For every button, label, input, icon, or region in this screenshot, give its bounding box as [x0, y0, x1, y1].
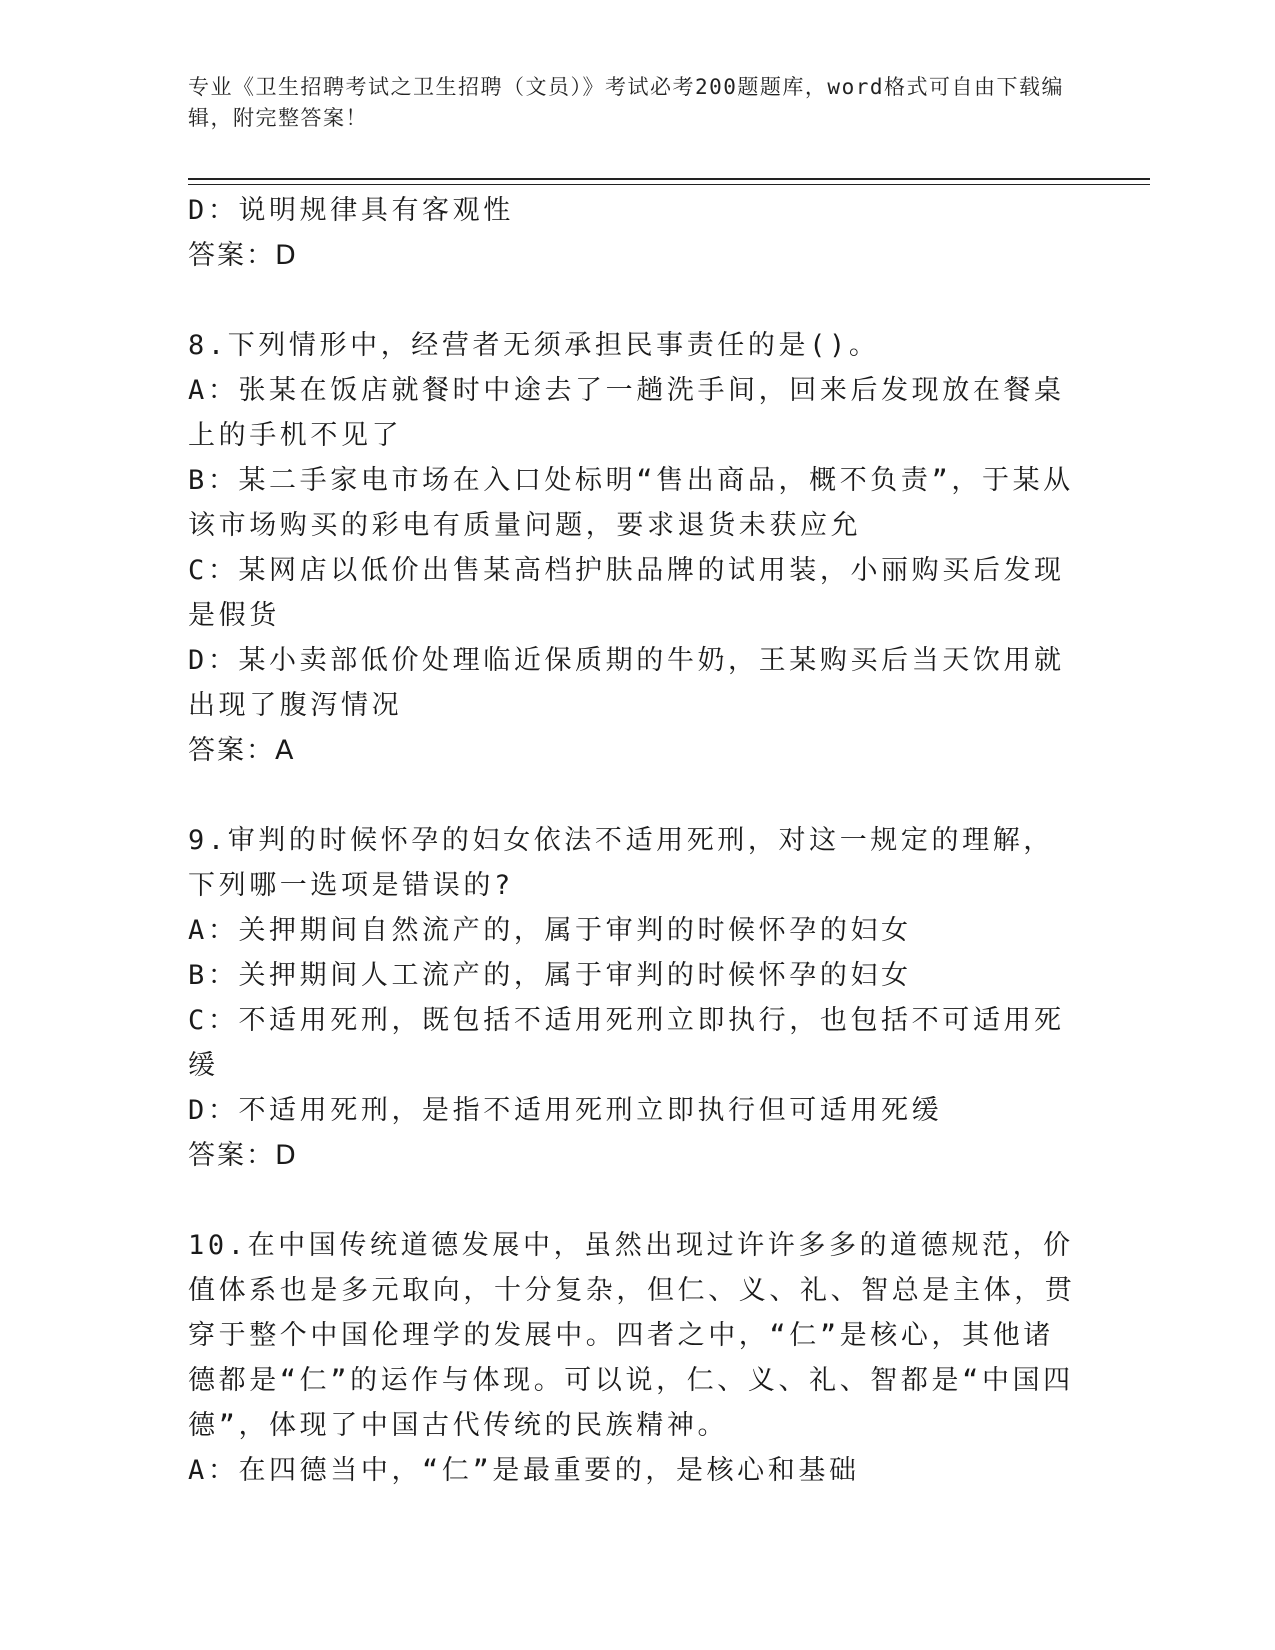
spacer — [188, 773, 1078, 818]
page-header: 专业《卫生招聘考试之卫生招聘（文员）》考试必考200题题库，word格式可自由下载编辑，附完整答案！ — [188, 75, 1064, 130]
question-stem: 10.在中国传统道德发展中，虽然出现过许许多多的道德规范，价值体系也是多元取向，十分复杂，但仁、义、礼、智总是主体，贯穿于整个中国伦理学的发展中。四者之中，“仁”是核心，其他诸德都是“仁”的运作与体现。可以说，仁、义、礼、智都是“中国四德”，体现了中国古代传统的民族精神。 — [188, 1230, 1076, 1441]
prev-option-d: D：说明规律具有客观性 — [188, 195, 514, 226]
question-10 — [188, 1223, 1078, 1493]
header-divider-thin — [188, 184, 1150, 185]
question-stem: 9.审判的时候怀孕的妇女依法不适用死刑，对这一规定的理解，下列哪一选项是错误的? — [188, 825, 1054, 901]
spacer — [188, 1178, 1078, 1223]
header-divider-thick — [188, 178, 1150, 180]
option-b: B：某二手家电市场在入口处标明“售出商品，概不负责”，于某从该市场购买的彩电有质量问题，要求退货未获应允 — [188, 465, 1074, 541]
question-content — [188, 188, 1078, 1493]
question-8 — [188, 323, 1078, 773]
option-b: B：关押期间人工流产的，属于审判的时候怀孕的妇女 — [188, 960, 912, 991]
question-9 — [188, 818, 1078, 1178]
question-stem: 8.下列情形中，经营者无须承担民事责任的是()。 — [188, 330, 880, 361]
option-c: C：不适用死刑，既包括不适用死刑立即执行，也包括不可适用死缓 — [188, 1005, 1065, 1081]
option-a: A：关押期间自然流产的，属于审判的时候怀孕的妇女 — [188, 915, 912, 946]
prev-answer: 答案：D — [188, 240, 298, 271]
answer: 答案：D — [188, 1140, 298, 1171]
spacer — [188, 278, 1078, 323]
option-d: D：不适用死刑，是指不适用死刑立即执行但可适用死缓 — [188, 1095, 943, 1126]
option-c: C：某网店以低价出售某高档护肤品牌的试用装，小丽购买后发现是假货 — [188, 555, 1065, 631]
option-d: D：某小卖部低价处理临近保质期的牛奶，王某购买后当天饮用就出现了腹泻情况 — [188, 645, 1065, 721]
answer: 答案：A — [188, 735, 296, 766]
option-a: A：在四德当中，“仁”是最重要的，是核心和基础 — [188, 1455, 860, 1486]
option-a: A：张某在饭店就餐时中途去了一趟洗手间，回来后发现放在餐桌上的手机不见了 — [188, 375, 1065, 451]
